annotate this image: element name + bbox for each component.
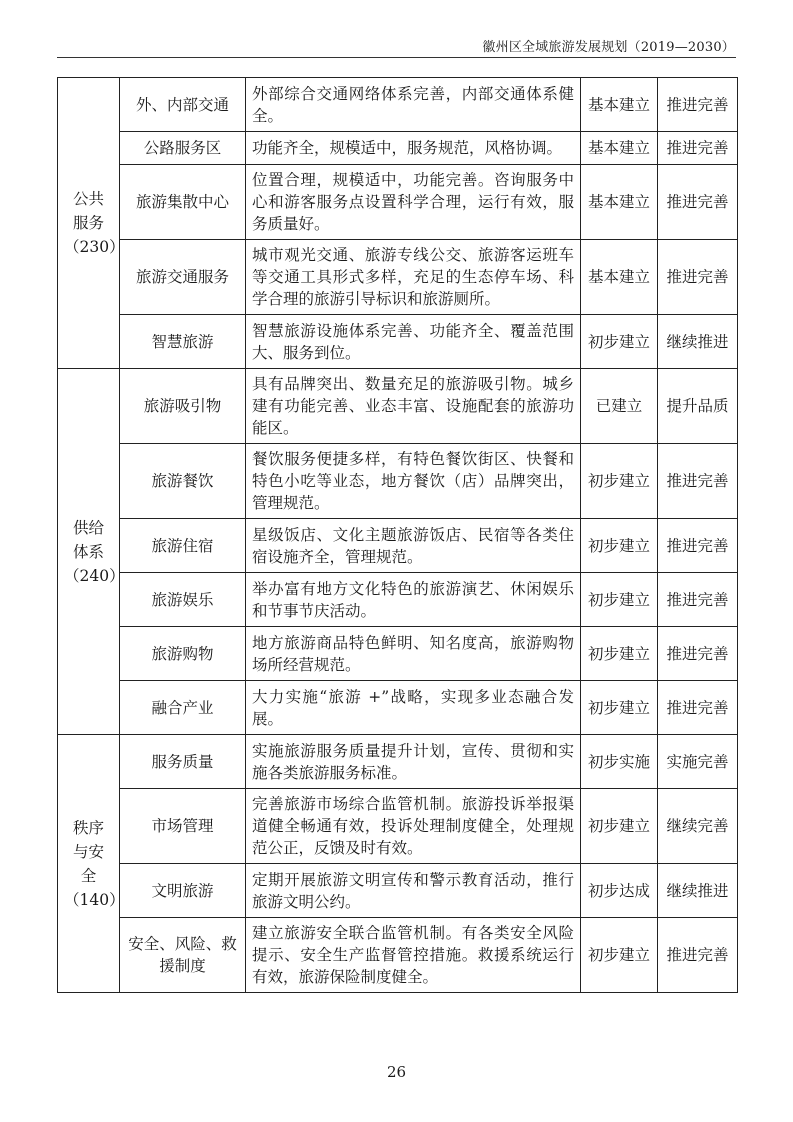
item-cell: 安全、风险、救援制度 [120,918,246,993]
standard-cell: 智慧旅游设施体系完善、功能齐全、覆盖范围大、服务到位。 [246,315,581,369]
status-cell: 初步建立 [581,681,658,735]
target-cell: 推进完善 [658,132,738,165]
item-cell: 外、内部交通 [120,78,246,132]
category-cell [58,78,125,369]
table-row [58,519,738,573]
criteria-table-body [58,78,738,993]
table-row [58,78,738,132]
standard-cell: 具有品牌突出、数量充足的旅游吸引物。城乡建有功能完善、业态丰富、设施配套的旅游功能区。 [246,369,581,444]
item-cell: 旅游集散中心 [120,165,246,240]
category-line: 公共 [72,190,104,208]
table-row [58,165,738,240]
table-row [58,789,738,864]
status-cell: 基本建立 [581,78,658,132]
category-line: 全 [80,866,97,885]
status-cell: 初步达成 [581,864,658,918]
table-row [58,864,738,918]
target-cell: 推进完善 [658,165,738,240]
target-cell: 推进完善 [658,573,738,627]
item-cell: 旅游餐饮 [120,444,246,519]
target-cell: 推进完善 [658,681,738,735]
status-cell: 初步建立 [581,519,658,573]
standard-cell: 功能齐全，规模适中，服务规范，风格协调。 [246,132,581,165]
item-cell: 公路服务区 [120,132,246,165]
standard-cell: 外部综合交通网络体系完善，内部交通体系健全。 [246,78,581,132]
standard-cell: 举办富有地方文化特色的旅游演艺、休闲娱乐和节事节庆活动。 [246,573,581,627]
table-row [58,681,738,735]
category-line: 与安 [72,842,104,861]
status-cell: 初步建立 [581,627,658,681]
header-rule [57,57,736,58]
status-cell: 初步建立 [581,315,658,369]
item-cell: 文明旅游 [120,864,246,918]
target-cell: 推进完善 [658,444,738,519]
status-cell: 初步建立 [581,444,658,519]
category-cell [58,735,125,993]
item-cell: 旅游住宿 [120,519,246,573]
target-cell: 继续推进 [658,864,738,918]
target-cell: 实施完善 [658,735,738,789]
category-line: 供给 [72,518,104,537]
category-line: （230） [64,238,125,256]
table-row [58,240,738,315]
standard-cell: 建立旅游安全联合监管机制。有各类安全风险提示、安全生产监督管控措施。救援系统运行有效，旅游保险制度健全。 [246,918,581,993]
item-cell: 旅游吸引物 [120,369,246,444]
item-cell: 旅游购物 [120,627,246,681]
standard-cell: 地方旅游商品特色鲜明、知名度高，旅游购物场所经营规范。 [246,627,581,681]
item-cell: 旅游娱乐 [120,573,246,627]
target-cell: 推进完善 [658,519,738,573]
item-cell: 市场管理 [120,789,246,864]
table-row [58,573,738,627]
status-cell: 初步建立 [581,573,658,627]
category-line: 秩序 [72,818,104,837]
table-row [58,132,738,165]
item-cell: 旅游交通服务 [120,240,246,315]
item-cell: 融合产业 [120,681,246,735]
status-cell: 基本建立 [581,240,658,315]
target-cell: 推进完善 [658,627,738,681]
table-row [58,735,738,789]
status-cell: 基本建立 [581,132,658,165]
target-cell: 推进完善 [658,78,738,132]
status-cell: 初步建立 [581,918,658,993]
status-cell: 基本建立 [581,165,658,240]
standard-cell: 定期开展旅游文明宣传和警示教育活动，推行旅游文明公约。 [246,864,581,918]
target-cell: 提升品质 [658,369,738,444]
standard-cell: 餐饮服务便捷多样，有特色餐饮街区、快餐和特色小吃等业态，地方餐饮（店）品牌突出，管理规范。 [246,444,581,519]
category-line: （140） [64,890,125,909]
table-row [58,444,738,519]
target-cell: 继续推进 [658,315,738,369]
item-cell: 智慧旅游 [120,315,246,369]
category-cell [58,369,125,735]
item-cell: 服务质量 [120,735,246,789]
standard-cell: 大力实施“旅游 +”战略，实现多业态融合发展。 [246,681,581,735]
table-row [58,369,738,444]
category-line: 体系 [72,542,104,561]
standard-cell: 完善旅游市场综合监管机制。旅游投诉举报渠道健全畅通有效，投诉处理制度健全，处理规范公正，反馈及时有效。 [246,789,581,864]
status-cell: 已建立 [581,369,658,444]
standard-cell: 城市观光交通、旅游专线公交、旅游客运班车等交通工具形式多样，充足的生态停车场、科学合理的旅游引导标识和旅游厕所。 [246,240,581,315]
table-row [58,627,738,681]
standard-cell: 星级饭店、文化主题旅游饭店、民宿等各类住宿设施齐全，管理规范。 [246,519,581,573]
running-header: 徽州区全域旅游发展规划（2019—2030） [482,40,735,55]
table-row [58,315,738,369]
category-line: （240） [64,566,125,585]
category-line: 服务 [72,214,104,232]
standard-cell: 位置合理，规模适中，功能完善。咨询服务中心和游客服务点设置科学合理，运行有效，服务质量好。 [246,165,581,240]
status-cell: 初步实施 [581,735,658,789]
table-row [58,918,738,993]
status-cell: 初步建立 [581,789,658,864]
target-cell: 推进完善 [658,240,738,315]
standard-cell: 实施旅游服务质量提升计划，宣传、贯彻和实施各类旅游服务标准。 [246,735,581,789]
target-cell: 推进完善 [658,918,738,993]
target-cell: 继续完善 [658,789,738,864]
page-number: 26 [386,1063,407,1081]
criteria-table [57,77,738,993]
